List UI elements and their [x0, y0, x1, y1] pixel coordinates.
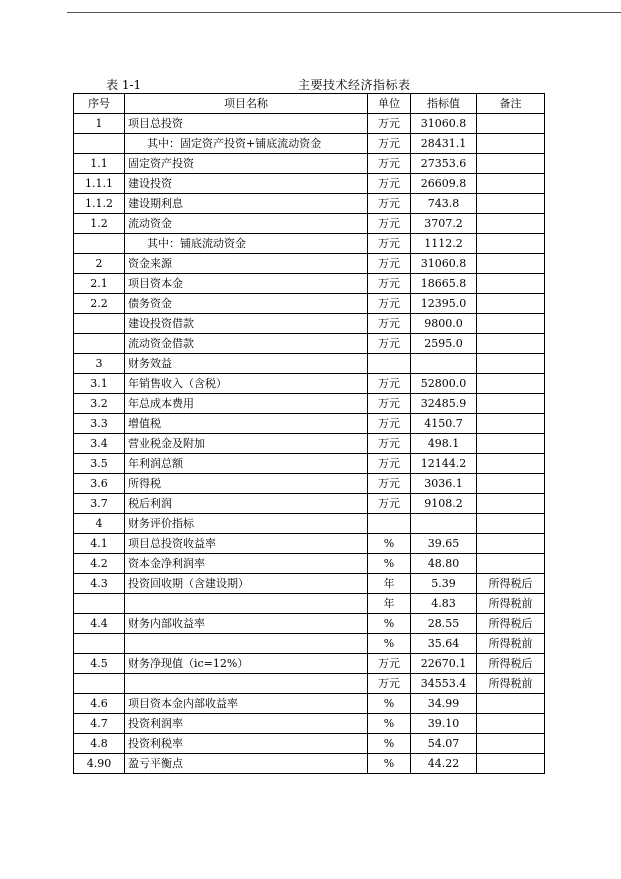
row-note-cell: [477, 174, 545, 194]
row-unit-cell: 万元: [368, 454, 411, 474]
row-value-cell: [411, 514, 477, 534]
row-no-cell: 1.1.2: [74, 194, 125, 214]
row-value-cell: 4.83: [411, 594, 477, 614]
row-no-cell: 4: [74, 514, 125, 534]
table-row: [74, 714, 545, 734]
row-unit-cell: 万元: [368, 154, 411, 174]
table-row: [74, 294, 545, 314]
row-unit-cell: 万元: [368, 294, 411, 314]
row-name-cell: 项目资本金: [125, 274, 368, 294]
table-row: [74, 754, 545, 774]
row-note-cell: [477, 214, 545, 234]
row-unit-cell: 万元: [368, 174, 411, 194]
row-note-cell: [477, 254, 545, 274]
row-value-cell: 32485.9: [411, 394, 477, 414]
row-note-cell: [477, 414, 545, 434]
row-note-cell: [477, 334, 545, 354]
row-note-cell: [477, 394, 545, 414]
row-name-cell: 税后利润: [125, 494, 368, 514]
row-note-cell: [477, 514, 545, 534]
row-name-cell: 项目资本金内部收益率: [125, 694, 368, 714]
row-no-cell: 3.4: [74, 434, 125, 454]
row-no-cell: 3.2: [74, 394, 125, 414]
row-name-cell: 投资回收期（含建设期）: [125, 574, 368, 594]
row-name-cell: 建设投资借款: [125, 314, 368, 334]
table-row: [74, 434, 545, 454]
row-unit-cell: 万元: [368, 414, 411, 434]
row-value-cell: 22670.1: [411, 654, 477, 674]
row-name-cell: 流动资金: [125, 214, 368, 234]
row-unit-cell: %: [368, 734, 411, 754]
row-no-cell: 2.1: [74, 274, 125, 294]
row-value-cell: 3707.2: [411, 214, 477, 234]
row-no-cell: 1: [74, 114, 125, 134]
row-note-cell: [477, 194, 545, 214]
row-note-cell: [477, 554, 545, 574]
indicator-table: [73, 93, 545, 774]
row-value-cell: 44.22: [411, 754, 477, 774]
row-note-cell: 所得税前: [477, 674, 545, 694]
row-name-cell: 资本金净利润率: [125, 554, 368, 574]
column-header-no: 序号: [74, 94, 125, 114]
row-name-cell: 项目总投资收益率: [125, 534, 368, 554]
row-unit-cell: %: [368, 534, 411, 554]
row-note-cell: [477, 134, 545, 154]
table-row: [74, 194, 545, 214]
column-header-value: 指标值: [411, 94, 477, 114]
row-no-cell: 1.1.1: [74, 174, 125, 194]
table-row: [74, 694, 545, 714]
row-no-cell: 1.1: [74, 154, 125, 174]
row-no-cell: 4.5: [74, 654, 125, 674]
row-no-cell: 1.2: [74, 214, 125, 234]
row-note-cell: 所得税前: [477, 634, 545, 654]
row-value-cell: 52800.0: [411, 374, 477, 394]
row-no-cell: 2.2: [74, 294, 125, 314]
row-value-cell: 3036.1: [411, 474, 477, 494]
column-header-unit: 单位: [368, 94, 411, 114]
row-value-cell: 1112.2: [411, 234, 477, 254]
row-unit-cell: 万元: [368, 674, 411, 694]
row-unit-cell: [368, 514, 411, 534]
row-value-cell: 9800.0: [411, 314, 477, 334]
row-name-cell: 债务资金: [125, 294, 368, 314]
table-row: [74, 634, 545, 654]
row-note-cell: [477, 714, 545, 734]
row-name-cell: 资金来源: [125, 254, 368, 274]
row-no-cell: 4.3: [74, 574, 125, 594]
row-value-cell: [411, 354, 477, 374]
table-row: [74, 654, 545, 674]
row-unit-cell: 万元: [368, 474, 411, 494]
row-name-cell: 盈亏平衡点: [125, 754, 368, 774]
table-row: [74, 114, 545, 134]
row-unit-cell: 万元: [368, 374, 411, 394]
row-no-cell: 3.7: [74, 494, 125, 514]
table-row: [74, 214, 545, 234]
row-unit-cell: 万元: [368, 254, 411, 274]
row-note-cell: [477, 434, 545, 454]
row-name-cell: 投资利润率: [125, 714, 368, 734]
row-unit-cell: 万元: [368, 214, 411, 234]
row-value-cell: 39.10: [411, 714, 477, 734]
row-value-cell: 9108.2: [411, 494, 477, 514]
row-value-cell: 18665.8: [411, 274, 477, 294]
row-unit-cell: %: [368, 614, 411, 634]
table-row: [74, 734, 545, 754]
table-row: [74, 374, 545, 394]
row-value-cell: 31060.8: [411, 114, 477, 134]
row-note-cell: [477, 234, 545, 254]
row-note-cell: [477, 734, 545, 754]
row-no-cell: 4.6: [74, 694, 125, 714]
row-name-cell: 其中：铺底流动资金: [125, 234, 368, 254]
row-name-cell: 年销售收入（含税）: [125, 374, 368, 394]
row-unit-cell: 万元: [368, 134, 411, 154]
row-unit-cell: %: [368, 554, 411, 574]
column-header-note: 备注: [477, 94, 545, 114]
row-value-cell: 27353.6: [411, 154, 477, 174]
row-unit-cell: 年: [368, 594, 411, 614]
table-row: [74, 454, 545, 474]
column-header-name: 项目名称: [125, 94, 368, 114]
row-no-cell: 4.7: [74, 714, 125, 734]
row-name-cell: 项目总投资: [125, 114, 368, 134]
row-name-cell: 财务评价指标: [125, 514, 368, 534]
table-row: [74, 674, 545, 694]
row-note-cell: 所得税后: [477, 574, 545, 594]
row-note-cell: [477, 314, 545, 334]
row-note-cell: [477, 754, 545, 774]
row-name-cell: 其中：固定资产投资+铺底流动资金: [125, 134, 368, 154]
row-value-cell: 28.55: [411, 614, 477, 634]
table-row: [74, 614, 545, 634]
table-row: [74, 554, 545, 574]
row-no-cell: [74, 234, 125, 254]
page-top-rule: [67, 12, 621, 13]
row-no-cell: 4.4: [74, 614, 125, 634]
row-name-cell: 所得税: [125, 474, 368, 494]
row-unit-cell: %: [368, 754, 411, 774]
row-value-cell: 743.8: [411, 194, 477, 214]
row-no-cell: 4.90: [74, 754, 125, 774]
row-name-cell: 增值税: [125, 414, 368, 434]
row-no-cell: 2: [74, 254, 125, 274]
row-name-cell: 建设期利息: [125, 194, 368, 214]
table-row: [74, 534, 545, 554]
row-value-cell: 4150.7: [411, 414, 477, 434]
table-row: [74, 174, 545, 194]
row-name-cell: 营业税金及附加: [125, 434, 368, 454]
table-row: [74, 594, 545, 614]
row-name-cell: 建设投资: [125, 174, 368, 194]
row-note-cell: 所得税后: [477, 654, 545, 674]
row-unit-cell: %: [368, 634, 411, 654]
table-number: 表 1-1: [106, 78, 142, 92]
row-value-cell: 39.65: [411, 534, 477, 554]
row-unit-cell: 万元: [368, 654, 411, 674]
row-value-cell: 498.1: [411, 434, 477, 454]
table-row: [74, 394, 545, 414]
row-note-cell: [477, 294, 545, 314]
row-no-cell: [74, 334, 125, 354]
row-note-cell: [477, 474, 545, 494]
row-no-cell: 3.1: [74, 374, 125, 394]
table-row: [74, 574, 545, 594]
row-note-cell: 所得税前: [477, 594, 545, 614]
row-note-cell: [477, 494, 545, 514]
row-name-cell: [125, 634, 368, 654]
row-note-cell: [477, 534, 545, 554]
row-unit-cell: 万元: [368, 434, 411, 454]
table-row: [74, 314, 545, 334]
row-value-cell: 26609.8: [411, 174, 477, 194]
row-value-cell: 12144.2: [411, 454, 477, 474]
table-header-row: [74, 94, 545, 114]
row-value-cell: 34553.4: [411, 674, 477, 694]
row-note-cell: [477, 274, 545, 294]
row-unit-cell: [368, 354, 411, 374]
row-no-cell: 4.8: [74, 734, 125, 754]
row-value-cell: 48.80: [411, 554, 477, 574]
table-row: [74, 274, 545, 294]
table-row: [74, 234, 545, 254]
row-unit-cell: %: [368, 694, 411, 714]
row-name-cell: [125, 674, 368, 694]
table-row: [74, 334, 545, 354]
row-unit-cell: 万元: [368, 494, 411, 514]
row-unit-cell: 万元: [368, 194, 411, 214]
table-row: [74, 474, 545, 494]
row-value-cell: 2595.0: [411, 334, 477, 354]
table-row: [74, 414, 545, 434]
row-name-cell: [125, 594, 368, 614]
row-name-cell: 年利润总额: [125, 454, 368, 474]
row-unit-cell: 万元: [368, 394, 411, 414]
table-row: [74, 354, 545, 374]
row-no-cell: [74, 674, 125, 694]
row-note-cell: [477, 374, 545, 394]
row-note-cell: 所得税后: [477, 614, 545, 634]
row-unit-cell: 万元: [368, 114, 411, 134]
row-note-cell: [477, 354, 545, 374]
row-no-cell: 4.1: [74, 534, 125, 554]
row-value-cell: 35.64: [411, 634, 477, 654]
row-unit-cell: 万元: [368, 234, 411, 254]
row-no-cell: [74, 634, 125, 654]
row-no-cell: 3.6: [74, 474, 125, 494]
row-name-cell: 固定资产投资: [125, 154, 368, 174]
row-value-cell: 12395.0: [411, 294, 477, 314]
row-name-cell: 财务内部收益率: [125, 614, 368, 634]
table-row: [74, 514, 545, 534]
table-row: [74, 494, 545, 514]
row-value-cell: 54.07: [411, 734, 477, 754]
row-name-cell: 投资利税率: [125, 734, 368, 754]
row-unit-cell: 年: [368, 574, 411, 594]
table-row: [74, 254, 545, 274]
row-name-cell: 年总成本费用: [125, 394, 368, 414]
row-note-cell: [477, 454, 545, 474]
row-value-cell: 34.99: [411, 694, 477, 714]
table-title: 主要技术经济指标表: [298, 78, 411, 92]
table-row: [74, 134, 545, 154]
row-unit-cell: 万元: [368, 274, 411, 294]
row-name-cell: 流动资金借款: [125, 334, 368, 354]
row-unit-cell: 万元: [368, 334, 411, 354]
row-value-cell: 5.39: [411, 574, 477, 594]
row-no-cell: [74, 134, 125, 154]
row-no-cell: [74, 594, 125, 614]
row-note-cell: [477, 694, 545, 714]
row-value-cell: 28431.1: [411, 134, 477, 154]
row-unit-cell: 万元: [368, 314, 411, 334]
row-no-cell: [74, 314, 125, 334]
row-name-cell: 财务净现值（ic=12%）: [125, 654, 368, 674]
table-row: [74, 154, 545, 174]
row-no-cell: 3.5: [74, 454, 125, 474]
row-value-cell: 31060.8: [411, 254, 477, 274]
row-no-cell: 3.3: [74, 414, 125, 434]
row-unit-cell: %: [368, 714, 411, 734]
row-no-cell: 4.2: [74, 554, 125, 574]
row-note-cell: [477, 114, 545, 134]
row-no-cell: 3: [74, 354, 125, 374]
row-name-cell: 财务效益: [125, 354, 368, 374]
row-note-cell: [477, 154, 545, 174]
